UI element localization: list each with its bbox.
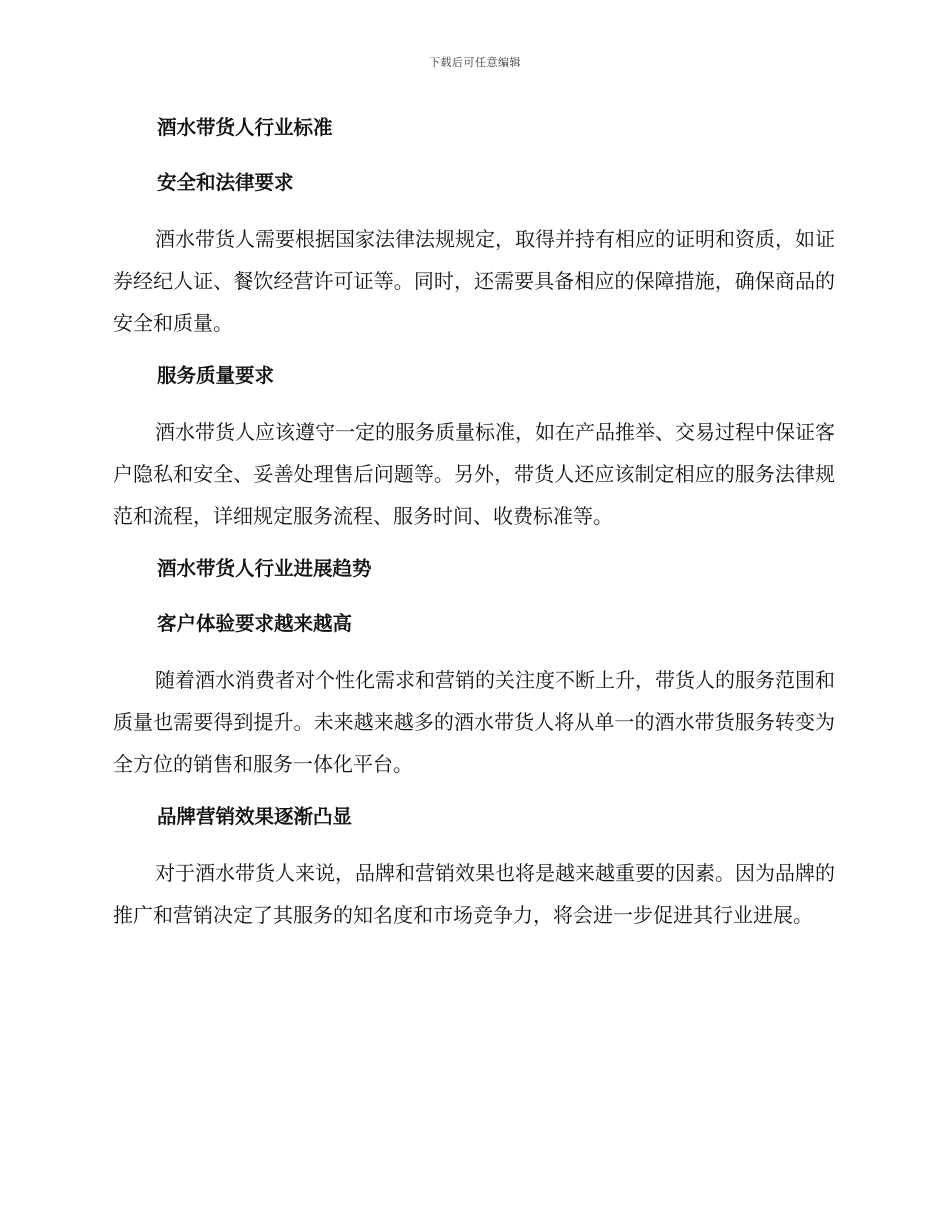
section-heading-customer-experience: 客户体验要求越来越高: [157, 612, 353, 635]
page-header-note: 下载后可任意编辑: [429, 56, 521, 69]
document-title: 酒水带货人行业标准: [157, 116, 333, 139]
document-subtitle-trends: 酒水带货人行业进展趋势: [157, 557, 372, 580]
section-body-customer-experience: 随着酒水消费者对个性化需求和营销的关注度不断上升，带货人的服务范围和质量也需要得到提升。未来越来越多的酒水带货人将从单一的酒水带货服务转变为全方位的销售和服务一体化平台。: [113, 668, 835, 776]
section-heading-brand-marketing: 品牌营销效果逐渐凸显: [157, 805, 353, 828]
section-body-safety-legal: 酒水带货人需要根据国家法律法规规定，取得并持有相应的证明和资质，如证券经纪人证、餐饮经营许可证等。同时，还需要具备相应的保障措施，确保商品的安全和质量。: [113, 227, 835, 335]
section-heading-service-quality: 服务质量要求: [157, 364, 275, 387]
section-body-service-quality: 酒水带货人应该遵守一定的服务质量标准，如在产品推举、交易过程中保证客户隐私和安全、妥善处理售后问题等。另外，带货人还应该制定相应的服务法律规范和流程，详细规定服务流程、服务时间、收费标准等。: [113, 420, 835, 528]
section-body-brand-marketing: 对于酒水带货人来说，品牌和营销效果也将是越来越重要的因素。因为品牌的推广和营销决定了其服务的知名度和市场竞争力，将会进一步促进其行业进展。: [113, 861, 835, 927]
section-heading-safety-legal: 安全和法律要求: [157, 171, 294, 194]
document-body: [113, 108, 835, 948]
